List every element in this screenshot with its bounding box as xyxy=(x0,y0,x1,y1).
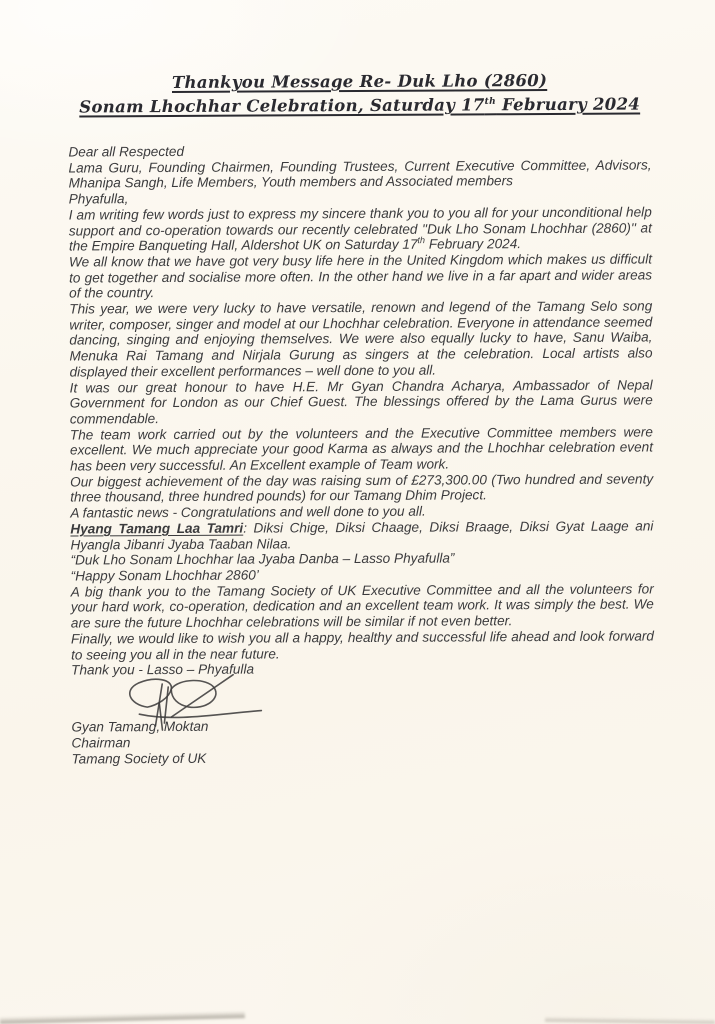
salutation: Dear all Respected xyxy=(68,143,185,160)
signer-name: Gyan Tamang, Moktan xyxy=(71,718,209,735)
title-line-1: Thankyou Message Re- Duk Lho (2860) xyxy=(171,71,548,92)
letter-content xyxy=(68,68,655,768)
quote-line-1: “Duk Lho Sonam Lhochhar laa Jyaba Danba – Lasso Phyafulla” xyxy=(70,550,455,568)
recipients-line: Lama Guru, Founding Chairmen, Founding Trustees, Current Executive Committee, Advisors, Mhanipa Sangh, Life Members, Youth members and Associated members xyxy=(68,157,652,191)
para-tamang-message xyxy=(70,518,653,552)
para-achievement: Our biggest achievement of the day was raising sum of £273,300.00 (Two hundred and seventy three thousand, three hundred pounds) for our Tamang Dhim Project. xyxy=(70,471,654,505)
scan-edge-smudge-left xyxy=(0,1011,245,1024)
signer-block xyxy=(71,716,654,768)
signer-role: Chairman xyxy=(71,735,131,751)
para-honour: It was our great honour to have H.E. Mr Gyan Chandra Acharya, Ambassador of Nepal Government for London as our Chief Guest. The blessings offered by the Lama Gurus were commendable. xyxy=(69,377,653,427)
para-busy-life: We all know that we have got very busy life here in the United Kingdom which makes us difficult to get together and socialise more often. In the other hand we live in a far apart and wider areas of the country. xyxy=(68,251,653,301)
signer-org: Tamang Society of UK xyxy=(71,751,207,767)
closing-line: Thank you - Lasso – Phyafulla xyxy=(71,661,255,678)
letter-title xyxy=(68,68,651,119)
tamang-message-label: Hyang Tamang Laa Tamri xyxy=(70,520,244,537)
para-big-thanks: A big thank you to the Tamang Society of UK Executive Committee and all the volunteers for your hard work, co-operation, dedication and an excellent team work. It was simply the best. We are sure the future Lhochhar celebrations will be similar if not even better. xyxy=(70,581,654,631)
quote-line-2: “Happy Sonam Lhochhar 2860’ xyxy=(70,567,259,584)
para-fantastic-news: A fantastic news - Congratulations and well done to you all. xyxy=(70,503,426,521)
title-line-2 xyxy=(68,92,651,119)
para-this-year: This year, we were very lucky to have versatile, renown and legend of the Tamang Selo song writer, composer, singer and model at our Lhochhar celebration. Everyone in attendance seemed dancing, singing and enjoying themselves. We were also equally lucky to have, Sanu Waiba, Menuka Rai Tamang and Nirjala Gurung as singers at the celebration. Local artists also displayed their excellent performances – well done to you all. xyxy=(69,298,653,380)
para-intro-pre: I am writing few words just to express my sincere thank you to you all for your unconditional help support and co-operation towards our recently celebrated ''Duk Lho Sonam Lhochhar (2860)'' at the Empire Banqueting Hall, Aldershot UK on Saturday 17 xyxy=(68,204,652,254)
para-intro xyxy=(69,204,652,254)
greeting: Phyafulla, xyxy=(68,191,129,207)
title-line-2-post: February 2024 xyxy=(495,94,641,115)
title-line-2-pre: Sonam Lhochhar Celebration, Saturday 17 xyxy=(79,95,485,117)
closing-block xyxy=(71,660,655,768)
para-intro-post: February 2024. xyxy=(424,236,522,252)
scan-edge-smudge-right xyxy=(545,1017,715,1024)
para-teamwork: The team work carried out by the volunteers and the Executive Committee members were excellent. We much appreciate your good Karma as always and the Lhochhar celebration event has been very successful. An Excellent example of Team work. xyxy=(69,424,654,474)
para-finally: Finally, we would like to wish you all a happy, healthy and successful life ahead and look forward to seeing you all in the near future. xyxy=(70,628,655,663)
title-date-superscript: th xyxy=(484,96,496,107)
body-date-superscript: th xyxy=(417,235,426,246)
tamang-message-rest: : Diksi Chige, Diksi Chaage, Diksi Braage, Diksi Gyat Laage ani Hyangla Jibanri Jyaba Taaban Nilaa. xyxy=(70,518,654,553)
